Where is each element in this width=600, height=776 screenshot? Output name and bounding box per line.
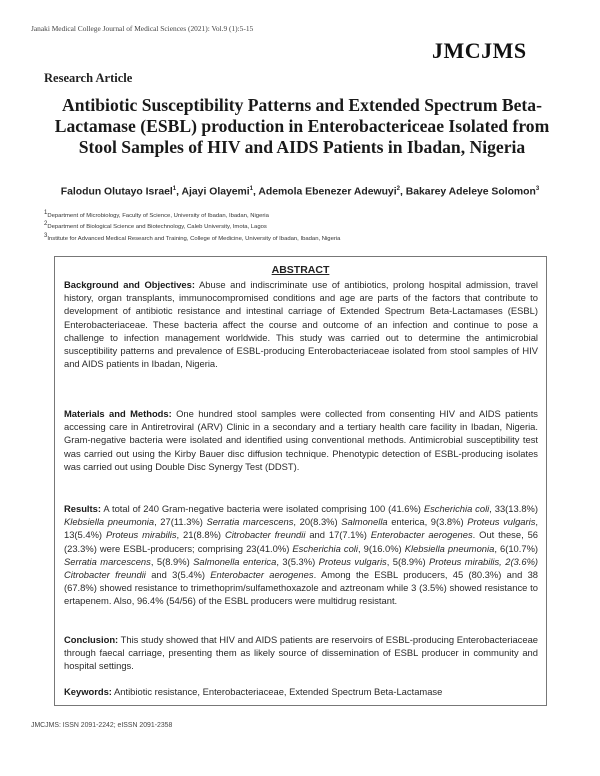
species-name: Salmonella enterica <box>193 555 277 567</box>
species-name: Proteus mirabilis, 2(3.6%) Citrobacter freundii <box>64 555 539 581</box>
affiliation-text: Department of Biological Science and Biotechnology, Caleb University, Imota, Lagos <box>47 224 267 231</box>
author-separator: , <box>399 186 406 198</box>
journal-logo: JMCJMS <box>432 38 527 63</box>
abstract-background <box>64 278 538 370</box>
affiliation-mark: 1 <box>44 210 48 216</box>
section-text: Antibiotic resistance, Enterobacteriaceae, Extended Spectrum Beta-Lactamase <box>111 686 443 697</box>
species-name: Proteus vulgaris <box>467 516 536 528</box>
species-name: Escherichia coli <box>423 503 490 514</box>
results-text: , 20(8.3%) <box>293 516 342 528</box>
results-text: . Among the ESBL producers, 45 (80.3%) and 38 (67.8%) showed resistance to trimethoprim/sulfamethoxazole and aztreonam while 3 (3.5%) showed resistance to ertapenem. Also, 96.4% (54/56) of the ESBL producers were multidrug resistant. <box>64 569 539 607</box>
species-name: Enterobacter aerogenes <box>370 529 473 541</box>
affiliation-mark: 2 <box>44 221 48 228</box>
section-text: Abuse and indiscriminate use of antibiotics, prolong hospital admission, travel history, organ transplants, immunocompromised conditions and age are parts of the factors that contribute to development of antibiotic resistance and intestinal carriage of Extended Spectrum Beta-Lactamases (ESBL) Enterobacteriaceae. These bacteria affect the course and outcome of an infection and continue to pose a challenge to infection management worldwide. This study was carried out to determine the antimicrobial susceptibility patterns and prevalence of ESBL-producing Enterobacteriaceae isolated from stool samples of HIV and AIDS patients in Ibadan, Nigeria. <box>64 279 538 370</box>
abstract-methods <box>64 407 538 473</box>
author-affil-mark: 3 <box>535 186 540 192</box>
section-text <box>64 503 538 606</box>
journal-citation: Janaki Medical College Journal of Medical Sciences (2021): Vol.9 (1):5-15 <box>31 24 254 33</box>
results-text: , 9(16.0%) <box>357 542 405 554</box>
results-text: , 33(13.8%) <box>489 503 538 514</box>
author-name: Bakarey Adeleye Solomon <box>405 186 536 198</box>
species-name: Klebsiella pneumonia <box>64 516 155 528</box>
abstract-box <box>54 256 547 706</box>
section-label: Materials and Methods: <box>64 408 172 419</box>
species-name: Escherichia coli <box>292 542 358 554</box>
author-list <box>38 186 562 197</box>
footer-issn: JMCJMS: ISSN 2091-2242; eISSN 2091-2358 <box>31 722 173 729</box>
affiliation-mark: 3 <box>44 232 48 239</box>
author-name: Ajayi Olayemi <box>181 186 250 198</box>
species-name: Proteus mirabilis <box>105 529 177 541</box>
affiliation-list <box>44 209 564 243</box>
article-type: Research Article <box>44 71 133 85</box>
affiliation-text: Institute for Advanced Medical Research and Training, College of Medicine, University of Ibadan, Ibadan, Nigeria <box>47 235 341 242</box>
results-text: , 5(8.9%) <box>150 555 194 567</box>
results-text: and 17(7.1%) <box>305 529 371 541</box>
section-text: One hundred stool samples were collected from consenting HIV and AIDS patients accessing care in Antiretroviral (ARV) Clinic in a secondary and a tertiary health care facility in Ibadan, Nigeria. Gram-negative bacteria were isolated and identified using conventional methods. Antimicrobial susceptibility test was carried out using the Kirby Bauer disc diffusion technique. Phenotypic detection of ESBL-producing isolates was carried out using Double Disc Synergy Test (DDST). <box>64 408 538 472</box>
species-name: Enterobacter aerogenes <box>210 569 314 581</box>
results-text: , 6(10.7%) <box>494 542 539 554</box>
author-separator: , <box>176 186 182 198</box>
section-label: Conclusion: <box>64 634 119 645</box>
affiliation-text: Department of Microbiology, Faculty of Science, University of Ibadan, Ibadan, Nigeria <box>47 212 269 219</box>
results-text: , 3(5.3%) <box>276 555 319 567</box>
species-name: Citrobacter freundii <box>224 529 306 541</box>
results-text: , 13(5.4%) <box>64 516 538 541</box>
section-label: Results: <box>64 503 101 514</box>
author-name: Falodun Olutayo Israel <box>60 186 173 198</box>
affiliation-item <box>44 220 564 231</box>
abstract-conclusion <box>64 633 538 673</box>
results-text: and 3(5.4%) <box>145 569 211 581</box>
paper-title: Antibiotic Susceptibility Patterns and Extended Spectrum Beta-Lactamase (ESBL) production in Enterobactericeae Isolated from Stool Samples of HIV and AIDS Patients in Ibadan, Nigeria <box>54 95 550 157</box>
abstract-heading: ABSTRACT <box>271 264 330 276</box>
results-text: , 27(11.3%) <box>154 516 207 528</box>
abstract-keywords <box>64 685 538 698</box>
results-text: enterica, 9(3.8%) <box>387 516 468 528</box>
author-affil-mark: 1 <box>172 186 177 192</box>
section-label: Keywords: <box>64 686 112 697</box>
results-text: . Out these, 56 (23.3%) were ESBL-producers; comprising 23(41.0%) <box>64 529 538 554</box>
species-name: Klebsiella pneumonia <box>404 542 495 554</box>
section-text: This study showed that HIV and AIDS patients are reservoirs of ESBL-producing Enterobacteriaceae through faecal carriage, presenting them as likely source of dissemination of ESBL producer in community and hospital settings. <box>64 634 538 672</box>
section-label: Background and Objectives: <box>64 279 195 290</box>
affiliation-item <box>44 232 564 243</box>
affiliation-item <box>44 209 564 220</box>
species-name: Serratia marcescens <box>64 555 151 567</box>
abstract-results <box>64 502 538 608</box>
author-name: Ademola Ebenezer Adewuyi <box>258 186 397 198</box>
species-name: Proteus vulgaris <box>318 555 387 567</box>
author-affil-mark: 1 <box>249 186 254 192</box>
author-separator: , <box>253 186 259 198</box>
species-name: Salmonella <box>341 516 388 528</box>
results-text: , 21(8.8%) <box>176 529 225 541</box>
results-text: , 5(8.9%) <box>386 555 430 567</box>
author-affil-mark: 2 <box>396 186 400 192</box>
results-text: A total of 240 Gram-negative bacteria were isolated comprising 100 (41.6%) <box>101 503 424 514</box>
species-name: Serratia marcescens <box>206 516 294 528</box>
